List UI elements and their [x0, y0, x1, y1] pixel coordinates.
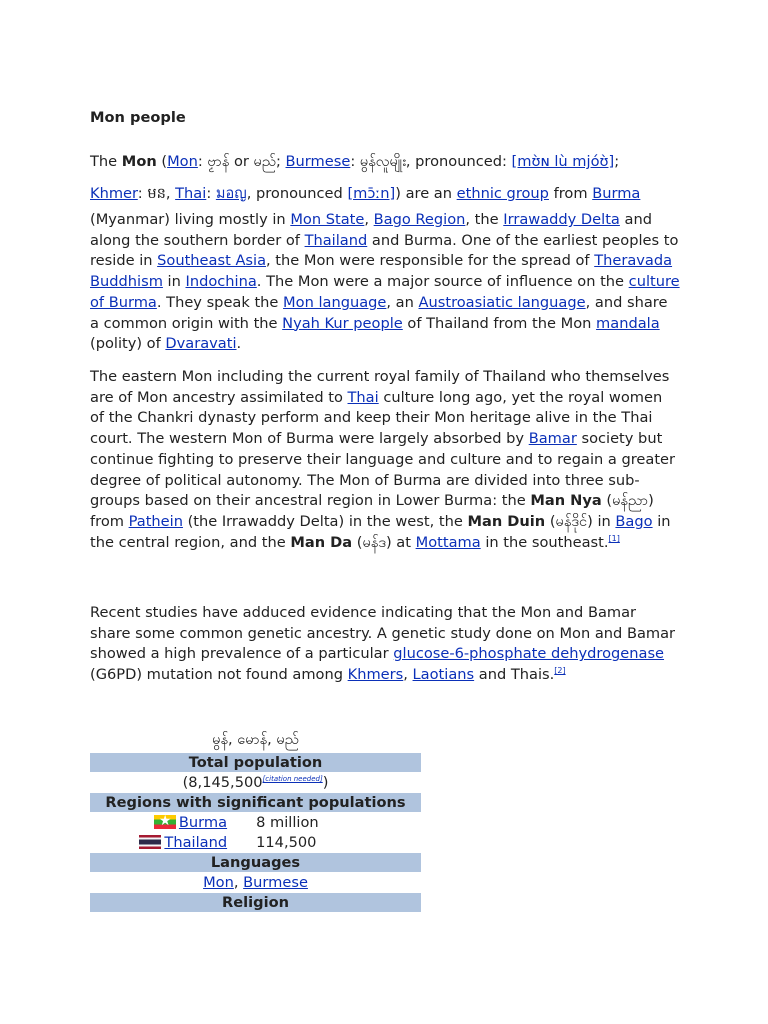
link-khmers[interactable]: Khmers	[347, 666, 404, 684]
link-ipa-burmese[interactable]: [mʊ̀ɴ lù mjóʊ̀]	[511, 153, 615, 170]
man-da-bold: Man Da	[290, 533, 353, 551]
reference-1-link[interactable]: [1]	[608, 533, 620, 543]
link-mon-state[interactable]: Mon State	[290, 211, 365, 228]
genetics-paragraph: Recent studies have adduced evidence indicating that the Mon and Bamar share some common genetic ancestry. A genetic study done on Mon and Bamar showed a high prevalence of a particular glucose-6-phosphate dehydrogenase (G6PD) mutation not found among Khmers, Laotians and Thais.[2]	[90, 604, 676, 684]
region-row-burma	[90, 813, 421, 833]
infobox	[90, 727, 421, 913]
reference-2-link[interactable]: [2]	[554, 666, 566, 676]
link-bago-region[interactable]: Bago Region	[373, 211, 466, 228]
link-mottama[interactable]: Mottama	[415, 533, 481, 551]
link-ipa-thai[interactable]: [mɔ̄ːn]	[347, 185, 396, 202]
link-burmese[interactable]: Burmese	[285, 153, 351, 170]
link-g6pd[interactable]: glucose-6-phosphate dehydrogenase	[393, 645, 665, 663]
link-region-thailand[interactable]: Thailand	[164, 834, 228, 851]
region-value: 114,500	[256, 834, 317, 851]
region-row-thailand	[90, 833, 421, 853]
languages-value: Mon, Burmese	[203, 874, 308, 891]
link-laotians[interactable]: Laotians	[412, 666, 475, 684]
link-lang-burmese[interactable]: Burmese	[243, 874, 308, 891]
link-thai[interactable]: Thai	[175, 185, 207, 202]
man-duin-bold: Man Duin	[467, 512, 546, 530]
link-mandala[interactable]: mandala	[596, 314, 660, 332]
link-nyah-kur[interactable]: Nyah Kur people	[282, 314, 403, 332]
page-title: Mon people	[90, 109, 186, 126]
myanmar-flag-icon	[154, 815, 176, 829]
total-population-header: Total population	[90, 753, 421, 772]
link-bamar[interactable]: Bamar	[528, 430, 577, 448]
religion-header: Religion	[90, 893, 421, 912]
intro-first-line: The Mon (Mon: ဗၟာန် or မည်; Burmese: မွန်လူမျိုး, pronounced: [mʊ̀ɴ lù mjóʊ̀];	[90, 153, 620, 170]
regions-header: Regions with significant populations	[90, 793, 421, 812]
link-thai-word[interactable]: มอญ	[215, 185, 247, 202]
man-nya-bold: Man Nya	[530, 492, 602, 510]
history-paragraph: The eastern Mon including the current royal family of Thailand who themselves are of Mon ancestry assimilated to Thai culture long ago, yet the royal women of the Chankri dynasty perform and keep their Mon heritage alive in the Thai court. The western Mon of Burma were largely absorbed by Bamar society but continue fighting to preserve their language and culture and to regain a greater degree of political autonomy. The Mon of Burma are divided into three sub-groups based on their ancestral region in Lower Burma: the Man Nya (မန်ညာ) from Pathein (the Irrawaddy Delta) in the west, the Man Duin (မန်ဒိုင်) in Bago in the central region, and the Man Da (မန်ဒ) at Mottama in the southeast.[1]	[90, 368, 676, 551]
link-bago[interactable]: Bago	[615, 512, 653, 530]
total-population-value: (8,145,500[citation needed])	[182, 774, 329, 791]
link-thai-culture[interactable]: Thai	[347, 388, 379, 406]
languages-header: Languages	[90, 853, 421, 872]
link-buddhism[interactable]: Buddhism	[90, 273, 163, 291]
link-indochina[interactable]: Indochina	[185, 273, 257, 291]
link-irrawaddy-delta[interactable]: Irrawaddy Delta	[503, 211, 620, 228]
thailand-flag-icon	[139, 835, 161, 849]
mon-bold: Mon	[121, 153, 157, 170]
link-lang-mon[interactable]: Mon	[203, 874, 234, 891]
link-pathein[interactable]: Pathein	[128, 512, 183, 530]
link-region-burma[interactable]: Burma	[178, 814, 228, 831]
link-mon-language-2[interactable]: Mon language	[283, 293, 387, 311]
link-khmer[interactable]: Khmer	[90, 185, 138, 202]
link-southeast-asia[interactable]: Southeast Asia	[157, 252, 267, 270]
link-mon-language[interactable]: Mon	[167, 153, 198, 170]
link-dvaravati[interactable]: Dvaravati	[165, 335, 237, 353]
link-theravada[interactable]: Theravada	[594, 252, 673, 270]
link-ethnic-group[interactable]: ethnic group	[456, 185, 549, 202]
link-thailand[interactable]: Thailand	[304, 231, 368, 249]
intro-paragraph: The Mon (Mon: ဗၟာန် or မည်; Burmese: မွန်လူမျိုး, pronounced: [mʊ̀ɴ lù mjóʊ̀]; Khmer: មន, Thai: มอญ, pronounced [mɔ̄ːn]) are an ethnic group from Burma (Myanmar) living mostly in Mon State, Bago Region, the Irrawaddy Delta and along the southern border of Thailand and Burma. One of the earliest peoples to reside in Southeast Asia, the Mon were responsible for the spread of Theravada Buddhism in Indochina. The Mon were a major source of influence on the culture of Burma. They speak the Mon language, an Austroasiatic language, and share a common origin with the Nyah Kur people of Thailand from the Mon mandala (polity) of Dvaravati.	[90, 153, 680, 353]
link-culture-of-burma[interactable]: culture of Burma	[90, 273, 680, 311]
region-value: 8 million	[256, 814, 319, 831]
link-burma[interactable]: Burma	[592, 185, 641, 202]
infobox-title: မွန်, မောန်, မည်	[212, 731, 299, 748]
citation-needed-link[interactable]: [citation needed]	[262, 775, 323, 784]
link-austroasiatic[interactable]: Austroasiatic language	[418, 293, 586, 311]
